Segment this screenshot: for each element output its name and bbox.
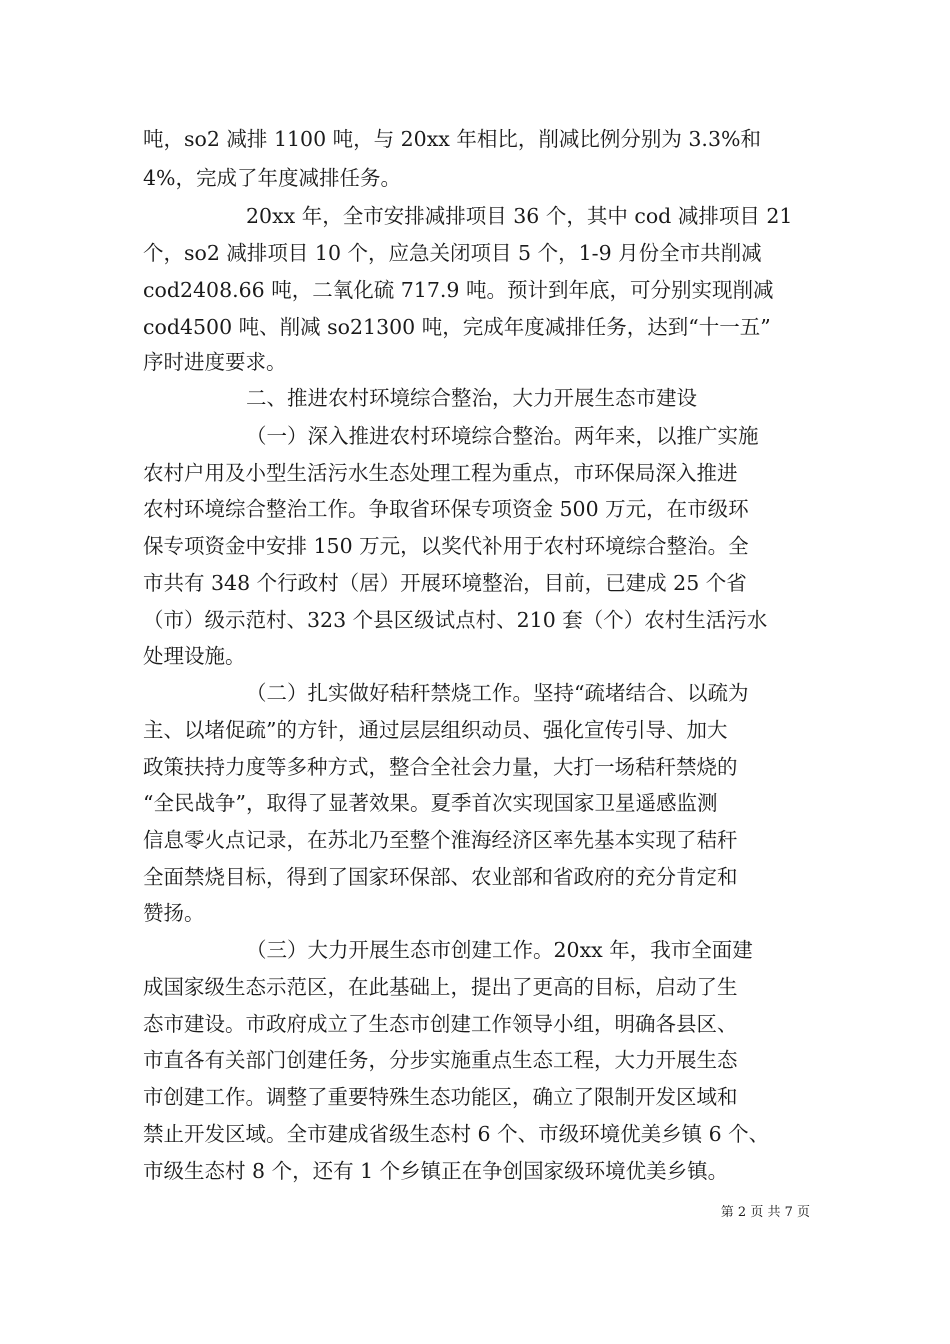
text-line: 保专项资金中安排 150 万元，以奖代补用于农村环境综合整治。全 (143, 534, 749, 558)
text-line: 全面禁烧目标，得到了国家环保部、农业部和省政府的充分肯定和 (143, 865, 738, 889)
text-line: 政策扶持力度等多种方式，整合全社会力量，大打一场秸秆禁烧的 (143, 755, 738, 779)
text-line: 主、以堵促疏”的方针，通过层层组织动员、强化宣传引导、加大 (143, 718, 728, 742)
text-line: 吨，so2 减排 1100 吨，与 20xx 年相比，削减比例分别为 3.3%和 (143, 127, 761, 151)
text-line: cod4500 吨、削减 so21300 吨，完成年度减排任务，达到“十一五” (143, 315, 771, 339)
text-line: 态市建设。市政府成立了生态市创建工作领导小组，明确各县区、 (143, 1012, 738, 1036)
text-line: 成国家级生态示范区，在此基础上，提出了更高的目标，启动了生 (143, 975, 738, 999)
text-line: 农村环境综合整治工作。争取省环保专项资金 500 万元，在市级环 (143, 497, 749, 521)
text-line: 序时进度要求。 (143, 350, 287, 374)
text-line: 赞扬。 (143, 901, 205, 925)
text-line: 信息零火点记录，在苏北乃至整个淮海经济区率先基本实现了秸秆 (143, 828, 738, 852)
text-line: “全民战争”，取得了显著效果。夏季首次实现国家卫星遥感监测 (143, 791, 718, 815)
text-line: （三）大力开展生态市创建工作。20xx 年，我市全面建 (246, 938, 753, 962)
text-line: 市创建工作。调整了重要特殊生态功能区，确立了限制开发区域和 (143, 1085, 738, 1109)
text-line: （一）深入推进农村环境综合整治。两年来，以推广实施 (246, 424, 759, 448)
text-line: 市共有 348 个行政村（居）开展环境整治，目前，已建成 25 个省 (143, 571, 747, 595)
section-heading: 二、推进农村环境综合整治，大力开展生态市建设 (246, 386, 697, 410)
page-number-footer: 第 2 页 共 7 页 (720, 1205, 810, 1220)
text-line: 4%，完成了年度减排任务。 (143, 166, 402, 190)
text-line: 20xx 年，全市安排减排项目 36 个，其中 cod 减排项目 21 (246, 204, 793, 228)
text-line: 禁止开发区域。全市建成省级生态村 6 个、市级环境优美乡镇 6 个、 (143, 1122, 770, 1146)
text-line: 市级生态村 8 个，还有 1 个乡镇正在争创国家级环境优美乡镇。 (143, 1159, 729, 1183)
text-line: cod2408.66 吨，二氧化硫 717.9 吨。预计到年底，可分别实现削减 (143, 278, 774, 302)
text-line: 处理设施。 (143, 644, 246, 668)
text-line: （二）扎实做好秸秆禁烧工作。坚持“疏堵结合、以疏为 (246, 681, 749, 705)
text-line: 农村户用及小型生活污水生态处理工程为重点，市环保局深入推进 (143, 461, 738, 485)
text-line: （市）级示范村、323 个县区级试点村、210 套（个）农村生活污水 (143, 608, 768, 632)
text-line: 市直各有关部门创建任务，分步实施重点生态工程，大力开展生态 (143, 1048, 738, 1072)
text-line: 个，so2 减排项目 10 个，应急关闭项目 5 个，1-9 月份全市共削减 (143, 241, 762, 265)
